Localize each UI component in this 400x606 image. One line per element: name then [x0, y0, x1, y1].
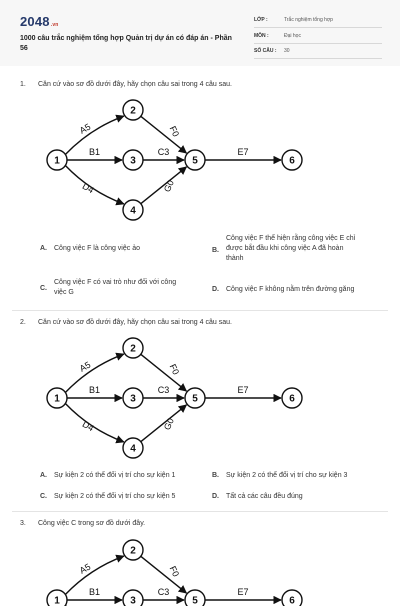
event-node-6 — [282, 590, 302, 606]
event-number: 1 — [54, 596, 60, 606]
activity-arrow-d4 — [65, 165, 123, 203]
question-text: Công việc C trong sơ đồ dưới đây. — [38, 520, 145, 527]
option-line: việc G — [54, 288, 176, 298]
activity-label: G0 — [162, 178, 176, 193]
event-node-2 — [123, 338, 143, 358]
activity-label: E7 — [237, 147, 248, 157]
event-number: 2 — [130, 344, 136, 355]
event-number: 6 — [289, 394, 295, 405]
logo-main: 2048 — [20, 14, 50, 29]
event-node-1 — [47, 590, 67, 606]
option-line: Sự kiện 2 có thể đổi vị trí cho sự kiện 3 — [226, 472, 347, 479]
option-line: Sự kiện 2 có thể đổi vị trí cho sự kiện 1 — [54, 472, 175, 479]
activity-label: A5 — [78, 360, 93, 374]
option-line: Công việc F không nằm trên đường găng — [226, 286, 354, 293]
activity-label: D4 — [81, 181, 96, 195]
meta-class-row — [254, 14, 382, 28]
page-header — [0, 0, 400, 66]
activity-arrow-d4 — [65, 403, 123, 441]
option-line: được bắt đầu khi công việc A đã hoàn — [226, 244, 355, 254]
option-text — [54, 492, 175, 502]
option-text — [54, 244, 140, 254]
meta-count-label: SỐ CÂU : — [254, 48, 277, 54]
meta-subject-label: MÔN : — [254, 33, 269, 39]
event-node-6 — [282, 150, 302, 170]
activity-label: C3 — [158, 147, 170, 157]
activity-label: F0 — [168, 125, 182, 139]
option-letter: D. — [212, 285, 219, 295]
activity-label: F0 — [168, 363, 182, 377]
meta-class-label: LỚP : — [254, 17, 268, 23]
event-node-5 — [185, 150, 205, 170]
option-letter: D. — [212, 492, 219, 502]
meta-subject-row — [254, 30, 382, 44]
activity-label: A5 — [78, 122, 93, 136]
meta-class-value: Trắc nghiệm tổng hợp — [284, 17, 333, 23]
option-letter: A. — [40, 471, 47, 481]
event-number: 1 — [54, 394, 60, 405]
question-number: 3. — [20, 520, 26, 527]
event-node-6 — [282, 388, 302, 408]
question-number: 1. — [20, 81, 26, 88]
meta-count-row — [254, 45, 382, 59]
option-letter: B. — [212, 246, 219, 256]
event-number: 2 — [130, 106, 136, 117]
activity-label: D4 — [81, 419, 96, 433]
event-node-4 — [123, 438, 143, 458]
option-line: Công việc F thể hiện rằng công việc E chỉ — [226, 234, 355, 244]
event-number: 6 — [289, 156, 295, 167]
option-text — [226, 234, 355, 264]
network-diagram-1 — [0, 96, 400, 226]
activity-label: C3 — [158, 385, 170, 395]
activity-label: C3 — [158, 587, 170, 597]
activity-label: B1 — [89, 147, 100, 157]
event-number: 3 — [130, 596, 136, 606]
event-number: 6 — [289, 596, 295, 606]
event-node-1 — [47, 388, 67, 408]
site-logo[interactable] — [20, 14, 59, 29]
option-text — [226, 285, 354, 295]
event-number: 5 — [192, 156, 198, 167]
network-diagram-2 — [0, 334, 400, 464]
option-line: Công việc F có vai trò như đối với công — [54, 278, 176, 288]
question-text: Căn cứ vào sơ đồ dưới đây, hãy chọn câu sai trong 4 câu sau. — [38, 319, 232, 326]
question-separator — [12, 511, 388, 512]
option-text — [54, 471, 175, 481]
event-number: 2 — [130, 546, 136, 557]
event-node-5 — [185, 388, 205, 408]
meta-subject-value: Đại học — [284, 33, 301, 39]
activity-label: A5 — [78, 562, 93, 576]
event-node-3 — [123, 388, 143, 408]
document-title: 1000 câu trắc nghiệm tổng hợp Quản trị dự án có đáp án - Phần 56 — [20, 34, 240, 54]
logo-suffix: .vn — [51, 22, 59, 28]
event-number: 3 — [130, 156, 136, 167]
event-node-5 — [185, 590, 205, 606]
event-number: 4 — [130, 206, 136, 217]
option-line: Công việc F là công việc ảo — [54, 245, 140, 252]
activity-label: B1 — [89, 587, 100, 597]
option-text — [54, 278, 176, 298]
event-node-2 — [123, 100, 143, 120]
event-number: 4 — [130, 444, 136, 455]
activity-label: G0 — [162, 416, 176, 431]
question-text: Căn cứ vào sơ đồ dưới đây, hãy chọn câu sai trong 4 câu sau. — [38, 81, 232, 88]
activity-label: E7 — [237, 385, 248, 395]
event-node-3 — [123, 150, 143, 170]
event-node-3 — [123, 590, 143, 606]
network-diagram-3 — [0, 536, 400, 606]
event-number: 5 — [192, 596, 198, 606]
activity-label: B1 — [89, 385, 100, 395]
option-letter: C. — [40, 284, 47, 294]
event-node-4 — [123, 200, 143, 220]
event-number: 3 — [130, 394, 136, 405]
option-letter: C. — [40, 492, 47, 502]
question-number: 2. — [20, 319, 26, 326]
option-line: thành — [226, 254, 355, 264]
option-letter: A. — [40, 244, 47, 254]
option-line: Sự kiện 2 có thể đổi vị trí cho sự kiện 5 — [54, 493, 175, 500]
option-letter: B. — [212, 471, 219, 481]
option-text — [226, 492, 303, 502]
event-number: 1 — [54, 156, 60, 167]
question-separator — [12, 310, 388, 311]
meta-count-value: 30 — [284, 48, 290, 54]
event-number: 5 — [192, 394, 198, 405]
option-text — [226, 471, 347, 481]
event-node-1 — [47, 150, 67, 170]
event-node-2 — [123, 540, 143, 560]
activity-label: F0 — [168, 565, 182, 579]
activity-label: E7 — [237, 587, 248, 597]
option-line: Tất cả các câu đều đúng — [226, 493, 303, 500]
